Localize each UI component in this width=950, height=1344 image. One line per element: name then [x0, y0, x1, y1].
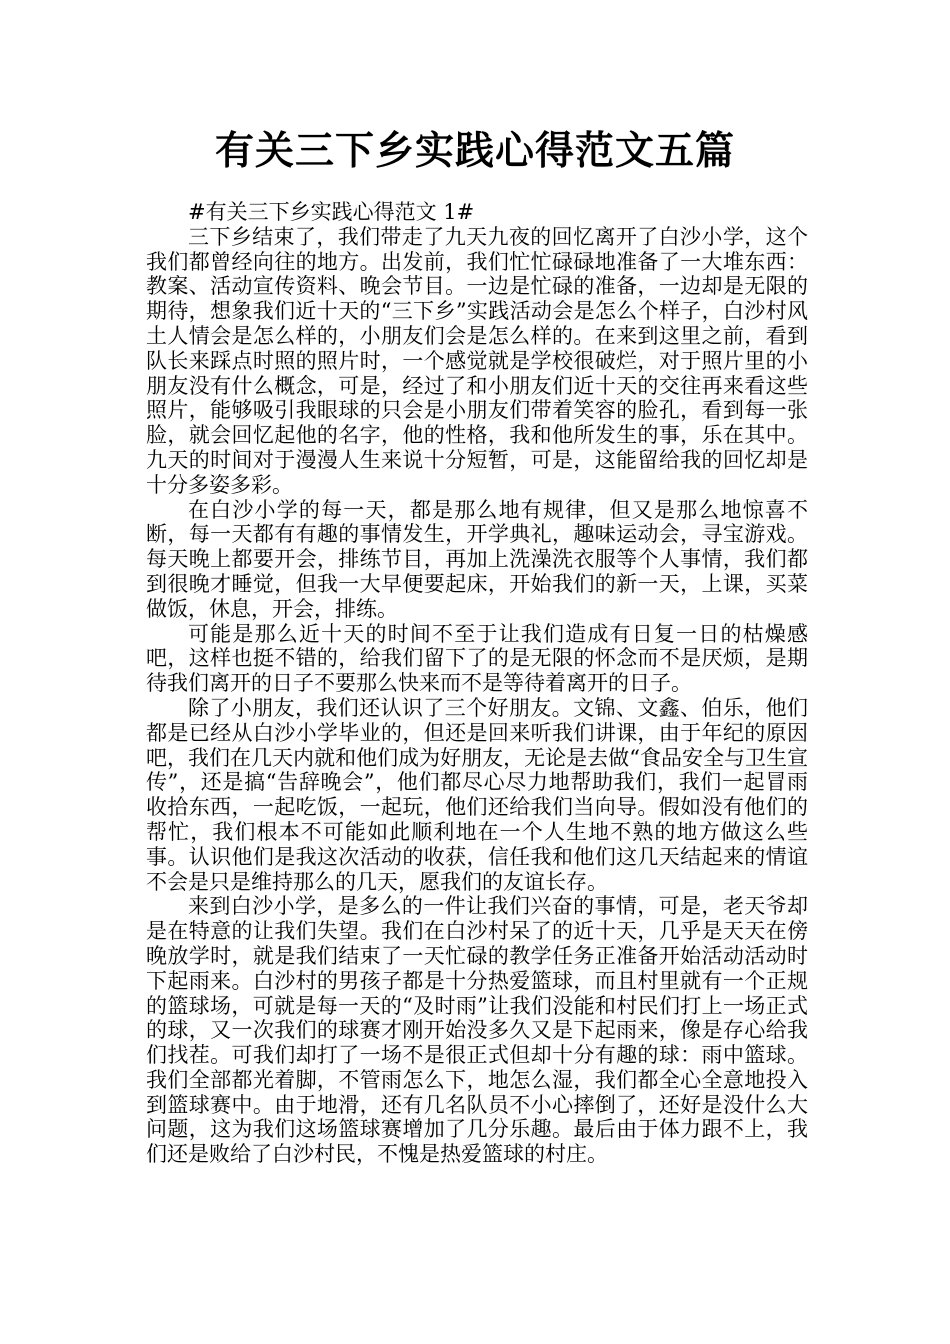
paragraph: 三下乡结束了，我们带走了九天九夜的回忆离开了白沙小学，这个我们都曾经向往的地方。出发前，我们忙忙碌碌地准备了一大堆东西：教案、活动宣传资料、晚会节目。一边是忙碌的准备，一边却是无限的期待，想象我们近十天的“三下乡”实践活动会是怎么个样子，白沙村风土人情会是怎么样的，小朋友们会是怎么样的。在来到这里之前，看到队长来踩点时照的照片时，一个感觉就是学校很破烂，对于照片里的小朋友没有什么概念，可是，经过了和小朋友们近十天的交往再来看这些照片，能够吸引我眼球的只会是小朋友们带着笑容的脸孔，看到每一张脸，就会回忆起他的名字，他的性格，我和他所发生的事，乐在其中。九天的时间对于漫漫人生来说十分短暂，可是，这能留给我的回忆却是十分多姿多彩。: [146, 224, 808, 497]
paragraph: 在白沙小学的每一天，都是那么地有规律，但又是那么地惊喜不断，每一天都有有趣的事情发生，开学典礼，趣味运动会，寻宝游戏。每天晚上都要开会，排练节目，再加上洗澡洗衣服等个人事情，我们都到很晚才睡觉，但我一大早便要起床，开始我们的新一天，上课，买菜做饭，休息，开会，排练。: [146, 497, 808, 621]
paragraph: 来到白沙小学，是多么的一件让我们兴奋的事情，可是，老天爷却是在特意的让我们失望。我们在白沙村呆了的近十天，几乎是天天在傍晚放学时，就是我们结束了一天忙碌的教学任务正准备开始活动活动时下起雨来。白沙村的男孩子都是十分热爱篮球，而且村里就有一个正规的篮球场，可就是每一天的“及时雨”让我们没能和村民们打上一场正式的球，又一次我们的球赛才刚开始没多久又是下起雨来，像是存心给我们找茬。可我们却打了一场不是很正式但却十分有趣的球：雨中篮球。我们全部都光着脚，不管雨怎么下，地怎么湿，我们都全心全意地投入到篮球赛中。由于地滑，还有几名队员不小心摔倒了，还好是没什么大问题，这为我们这场篮球赛增加了几分乐趣。最后由于体力跟不上，我们还是败给了白沙村民，不愧是热爱篮球的村庄。: [146, 894, 808, 1167]
document-title: 有关三下乡实践心得范文五篇: [214, 129, 735, 174]
section-heading: #有关三下乡实践心得范文 1#: [188, 200, 475, 224]
document-body: [146, 200, 808, 1167]
paragraph: 除了小朋友，我们还认识了三个好朋友。文锦、文鑫、伯乐，他们都是已经从白沙小学毕业的，但还是回来听我们讲课，由于年纪的原因吧，我们在几天内就和他们成为好朋友，无论是去做“食品安全与卫生宣传”，还是搞“告辞晚会”，他们都尽心尽力地帮助我们，我们一起冒雨收拾东西，一起吃饭，一起玩，他们还给我们当向导。假如没有他们的帮忙，我们根本不可能如此顺利地在一个人生地不熟的地方做这么些事。认识他们是我这次活动的收获，信任我和他们这几天结起来的情谊不会是只是维持那么的几天，愿我们的友谊长存。: [146, 695, 808, 894]
paragraph: 可能是那么近十天的时间不至于让我们造成有日复一日的枯燥感吧，这样也挺不错的，给我们留下了的是无限的怀念而不是厌烦，是期待我们离开的日子不要那么快来而不是等待着离开的日子。: [146, 621, 808, 696]
